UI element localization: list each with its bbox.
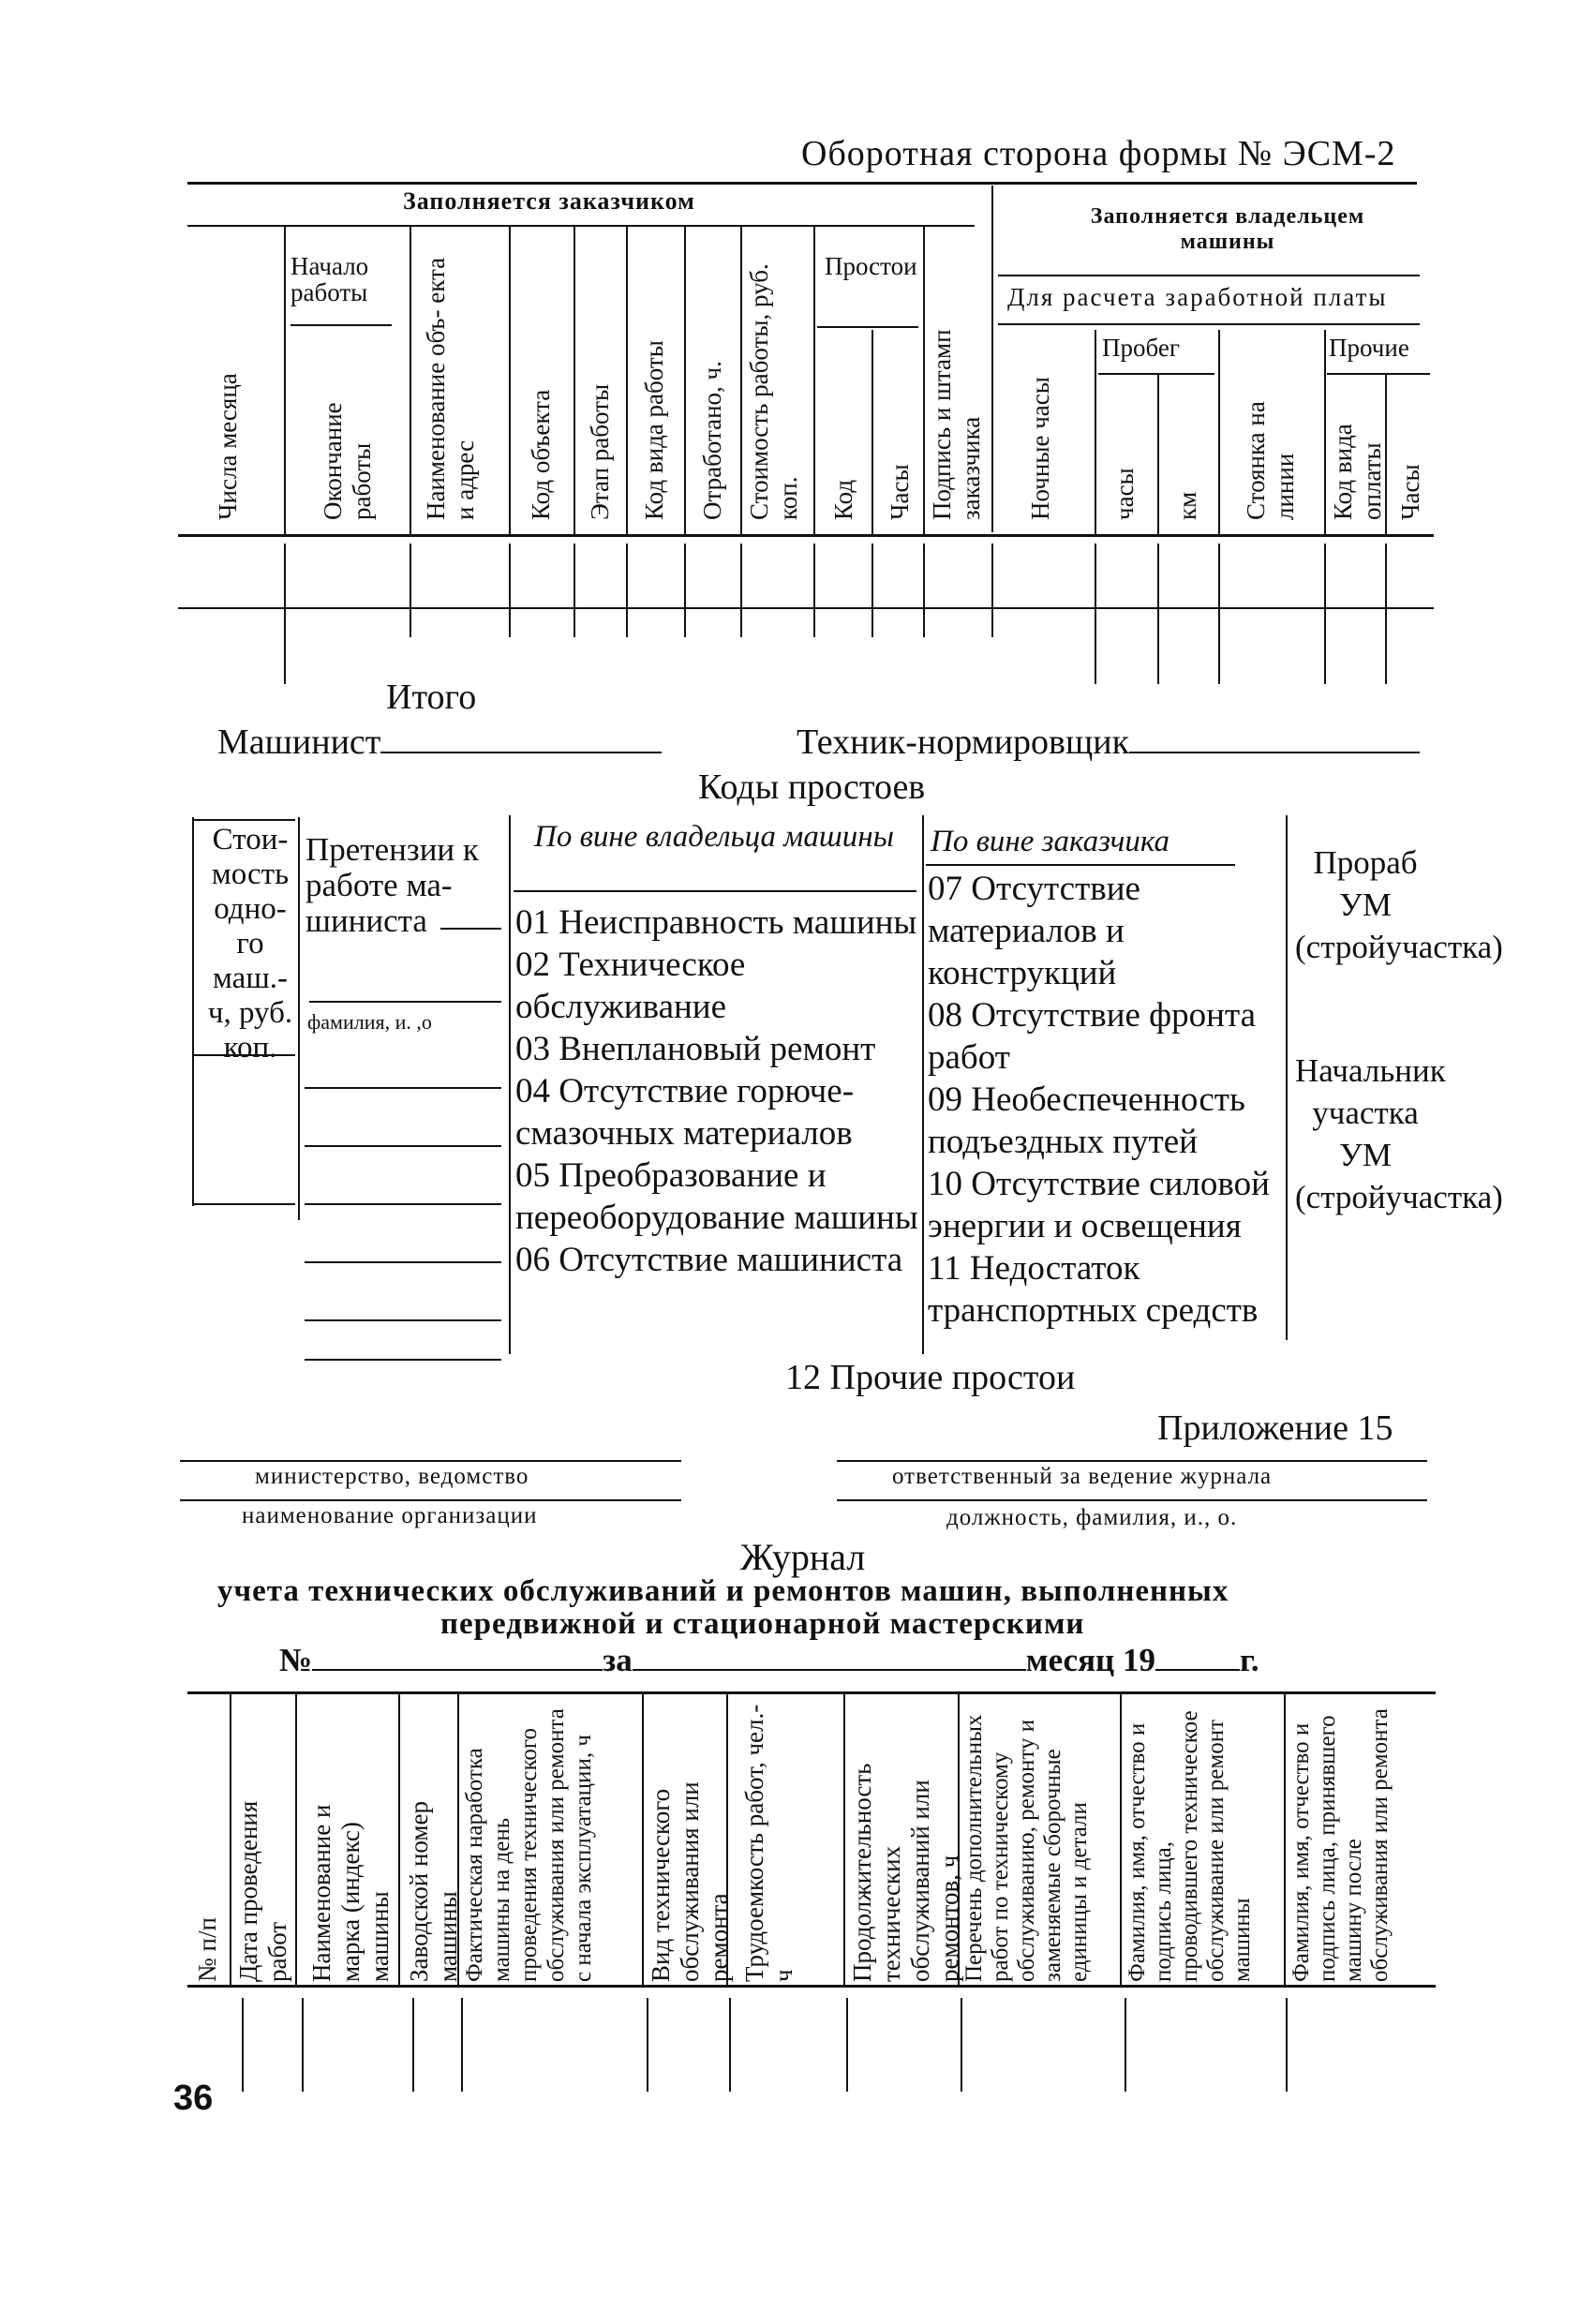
ministry-caption: министерство, ведомство (255, 1464, 529, 1489)
col-pay-code (1329, 380, 1387, 520)
claims-rule (309, 1001, 501, 1003)
claims-rule (440, 928, 501, 930)
owner-sep (922, 815, 924, 1354)
body-sep (1218, 544, 1220, 684)
jbody-sep (1125, 1998, 1126, 2092)
journal-number-line (279, 1642, 1259, 1679)
col-line-parking-text: Стоянка на линии (1242, 401, 1300, 520)
body-sep (509, 544, 511, 637)
start-work-rule (290, 324, 392, 326)
col-sep (574, 227, 575, 536)
col-dt-code: Код (829, 479, 857, 520)
claims-line (305, 1087, 501, 1089)
jbody-sep (242, 1998, 244, 2092)
owner-items (515, 901, 918, 1281)
jcol-runtime-text: Фактическая наработка машины на день проведения технического обслуживания или ремонта с начала эксплуатации, ч (462, 1708, 596, 1982)
jcol-serial (405, 1738, 463, 1982)
col-sep (684, 227, 686, 536)
jcol-sep (843, 1694, 845, 1985)
no-label: № (279, 1642, 313, 1678)
jbody-sep (302, 1998, 304, 2092)
body-sep (684, 544, 686, 637)
mileage-label: Пробег (1102, 334, 1180, 362)
year-label: г. (1239, 1642, 1259, 1678)
col-other-hours: Часы (1396, 464, 1424, 520)
start-work-label: Начало работы (290, 252, 369, 306)
mileage-rule (1098, 373, 1214, 375)
body-sep (574, 544, 575, 637)
jbody-sep (961, 1998, 962, 2092)
body-sep (1385, 544, 1387, 684)
for-blank (633, 1669, 1026, 1671)
owner-item: 02 Техническое обслуживание (515, 946, 746, 1026)
journal-top-rule (187, 1691, 1436, 1694)
totals-rule (178, 607, 1434, 609)
col-sep (1324, 330, 1326, 536)
jcol-acceptor-text: Фамилия, имя, отчество и подпись лица, принявшего машину после обслуживания или ремонта (1289, 1708, 1393, 1982)
body-sep (1324, 544, 1326, 684)
form-title: Оборотная сторона формы № ЭСМ-2 (801, 134, 1396, 173)
owner-item: 04 Отсутствие горюче-смазочных материалов (515, 1072, 855, 1153)
jcol-serial-text: Заводской номер машины (405, 1801, 463, 1982)
customer-head-rule (926, 864, 1235, 866)
customer-item: 10 Отсутствие силовой энергии и освещения (928, 1165, 1270, 1245)
downtime-label: Простои (825, 252, 917, 280)
col-signature-text: Подпись и штамп заказчика (928, 329, 986, 520)
claims-line (305, 1319, 501, 1321)
jbody-sep (846, 1998, 848, 2092)
responsible-rule (837, 1460, 1427, 1462)
body-sep (871, 544, 873, 637)
col-sep (923, 227, 925, 536)
col-sep (871, 330, 873, 536)
top-rule (187, 182, 1417, 185)
jcol-machine-text: Наименование и марка (индекс) машины (307, 1804, 395, 1982)
customer-item: 07 Отсутствие материалов и конструкций (928, 870, 1140, 992)
claims-line (305, 1261, 501, 1263)
body-sep (410, 544, 411, 637)
month-label: месяц 19 (1025, 1642, 1155, 1678)
body-sep (1157, 544, 1159, 684)
other-rule (1327, 373, 1430, 375)
for-label: за (603, 1642, 633, 1678)
col-night-hours: Ночные часы (1026, 377, 1054, 520)
jcol-number: № п/п (193, 1917, 221, 1982)
owner-item: 05 Преобразование и переоборудование машины (515, 1156, 918, 1237)
col-object-name-text: Наименование объ- екта и адрес (422, 257, 480, 520)
col-sep (1218, 330, 1220, 536)
header-bottom-rule (178, 534, 1434, 537)
foreman: Прораб УМ (стройучастка) (1295, 844, 1503, 965)
group-customer-rule (187, 225, 975, 227)
col-sep (509, 227, 511, 536)
group-owner: Заполняется владельцем машины (1090, 204, 1365, 254)
codes-left-border (192, 817, 194, 1206)
journal-header-bottom (187, 1985, 1436, 1988)
customer-sep (1286, 815, 1288, 1340)
owner-sub-top (998, 275, 1420, 276)
body-sep (740, 544, 742, 637)
customer-items (928, 868, 1284, 1332)
cost-end-rule (192, 1203, 295, 1205)
ministry-rule (180, 1460, 681, 1462)
jcol-duration (848, 1701, 964, 1982)
jcol-duration-text: Продолжительность технических обслуживаний или ремонтов, ч (848, 1763, 964, 1982)
other-label: Прочие (1329, 334, 1409, 362)
appendix-label: Приложение 15 (1157, 1408, 1393, 1448)
customer-head: По вине заказчика (931, 825, 1169, 858)
claims-line (305, 1145, 501, 1147)
downtime-rule (817, 326, 918, 328)
cost-bottom-rule (192, 1054, 295, 1056)
page-number: 36 (173, 2078, 214, 2118)
jcol-date (234, 1738, 292, 1982)
col-cost-text: Стоимость работы, руб. коп. (745, 263, 803, 520)
jcol-sep (295, 1694, 297, 1985)
other-downtime: 12 Прочие простои (785, 1358, 1076, 1397)
col-cost (745, 239, 803, 520)
position-rule (837, 1499, 1427, 1501)
col-sep (626, 227, 628, 536)
col-dt-hours: Часы (886, 464, 914, 520)
cost-top-rule (192, 819, 295, 821)
body-sep (923, 544, 925, 637)
jcol-extra-works (961, 1701, 1093, 1982)
jcol-sep (1120, 1694, 1122, 1985)
site-head: Начальник участка УМ (стройучастка) (1295, 1052, 1503, 1215)
owner-item: 03 Внеплановый ремонт (515, 1030, 876, 1068)
col-end-work (319, 351, 377, 520)
jcol-extra-works-text: Перечень дополнительных работ по техническому обслуживанию, ремонту и заменяемые сборочные единицы и детали (961, 1714, 1092, 1982)
col-sep (813, 227, 815, 536)
owner-sub-bottom (998, 323, 1420, 325)
organization-rule (180, 1499, 681, 1501)
col-day: Числа месяца (214, 373, 242, 520)
customer-item: 11 Недостаток транспортных средств (928, 1249, 1259, 1330)
jbody-sep (647, 1998, 648, 2092)
body-sep (991, 544, 993, 637)
jcol-performer-text: Фамилия, имя, отчество и подпись лица, проводившего техническое обслуживание или ремонт машины (1125, 1710, 1255, 1982)
col-worked-hours: Отработано, ч. (698, 361, 726, 520)
journal-subtitle-1: учета технических обслуживаний и ремонтов машин, выполненных (217, 1574, 1229, 1608)
col-sep (1095, 330, 1096, 536)
technician-label: Техник-нормировщик (797, 723, 1130, 762)
customer-item: 08 Отсутствие фронта работ (928, 996, 1257, 1077)
col-pay-code-text: Код вида оплаты (1329, 424, 1387, 520)
driver-blank (380, 752, 662, 753)
jcol-sep (230, 1694, 231, 1985)
codes-title: Коды простоев (698, 767, 926, 807)
jbody-sep (461, 1998, 463, 2092)
owner-item: 01 Неисправность машины (515, 903, 917, 942)
col-line-parking (1242, 370, 1300, 520)
col-mileage-hours: часы (1110, 468, 1139, 520)
responsible-caption: ответственный за ведение журнала (892, 1464, 1273, 1489)
claims-sep (509, 815, 511, 1354)
col-sep (1157, 375, 1159, 536)
claims-col: Претензии к работе ма- шиниста (305, 831, 479, 939)
col-object-name (422, 239, 480, 520)
jcol-service-type (647, 1701, 734, 1982)
year-blank (1155, 1669, 1240, 1671)
jcol-labor (740, 1701, 798, 1982)
col-sep (284, 227, 286, 536)
group-divider (991, 186, 993, 532)
journal-subtitle-2: передвижной и стационарной мастерскими (440, 1607, 1085, 1641)
col-stage: Этап работы (586, 383, 614, 520)
jcol-runtime (461, 1701, 597, 1982)
jcol-date-text: Дата проведения работ (234, 1800, 292, 1982)
col-work-type-code: Код вида работы (640, 340, 668, 520)
col-end-work-text: Окончание работы (319, 402, 377, 520)
col-sep (740, 227, 742, 536)
jcol-labor-text: Трудоемкость работ, чел.-ч (740, 1704, 798, 1982)
position-caption: должность, фамилия, и., о. (946, 1505, 1238, 1530)
organization-caption: наименование организации (242, 1503, 538, 1528)
technician-signature (797, 722, 1420, 763)
group-customer: Заполняется заказчиком (403, 187, 695, 215)
claims-line (305, 1359, 501, 1361)
totals-label: Итого (386, 678, 477, 717)
body-sep (284, 544, 286, 684)
jcol-acceptor (1289, 1701, 1393, 1982)
jcol-performer (1125, 1701, 1256, 1982)
jbody-sep (412, 1998, 414, 2092)
jcol-machine (307, 1738, 395, 1982)
driver-label: Машинист (217, 723, 381, 762)
owner-item: 06 Отсутствие машиниста (515, 1241, 903, 1279)
journal-title: Журнал (740, 1536, 866, 1578)
customer-item: 09 Необеспеченность подъездных путей (928, 1080, 1245, 1161)
body-sep (813, 544, 815, 637)
no-blank (312, 1669, 603, 1671)
cost-col: Стои- мость одно- го маш.- ч, руб. коп. (207, 823, 293, 1065)
col-signature (928, 267, 986, 520)
jbody-sep (1286, 1998, 1288, 2092)
owner-head: По вине владельца машины (534, 820, 894, 854)
body-sep (626, 544, 628, 637)
col-mileage-km: км (1173, 491, 1201, 520)
jcol-service-type-text: Вид технического обслуживания или ремонта (647, 1781, 734, 1982)
col-sep (410, 227, 411, 536)
col-object-code: Код объекта (527, 389, 555, 520)
cost-sep (298, 817, 300, 1220)
jbody-sep (729, 1998, 731, 2092)
driver-signature (217, 722, 662, 763)
jcol-sep (398, 1694, 400, 1985)
technician-blank (1129, 752, 1420, 753)
owner-head-rule (514, 890, 916, 892)
jcol-sep (1284, 1694, 1286, 1985)
claims-line (305, 1203, 501, 1205)
body-sep (1095, 544, 1096, 684)
owner-sub: Для расчета заработной платы (1007, 283, 1388, 311)
name-hint: фамилия, и. ,о (307, 1010, 432, 1034)
jcol-sep (642, 1694, 644, 1985)
